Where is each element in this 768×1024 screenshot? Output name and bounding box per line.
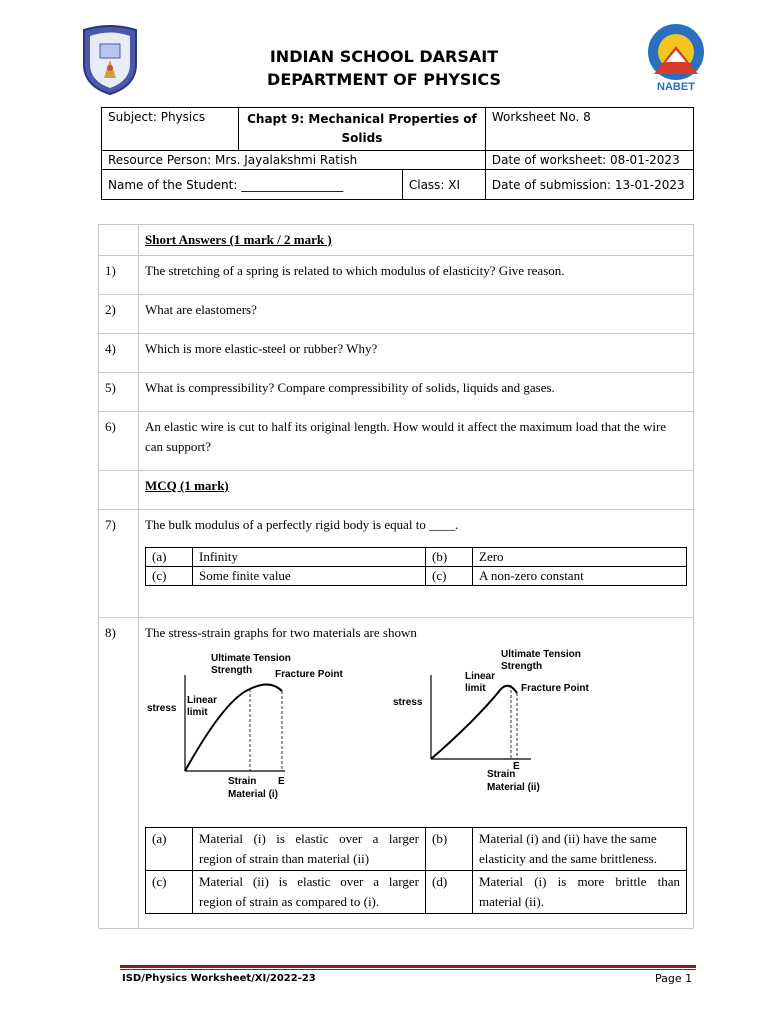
worksheet-info-table [101, 107, 694, 200]
option-text: Material (i) and (ii) have the same [479, 831, 657, 846]
label-stress: stress [147, 703, 177, 714]
question-number: 6) [99, 412, 139, 471]
option-label: (c) [146, 871, 193, 914]
question-number: 2) [99, 295, 139, 334]
student-name-cell: Name of the Student: _________________ [102, 170, 403, 200]
question-row [99, 412, 694, 471]
footer-document-code: ISD/Physics Worksheet/XI/2022-23 [122, 973, 316, 984]
label-fracture-point: Fracture Point [275, 669, 343, 680]
q8-options-table [145, 827, 687, 914]
label-strain: Strain [487, 769, 516, 780]
option-text: elasticity and the same brittleness. [479, 851, 657, 866]
option-label: (a) [146, 828, 193, 871]
label-limit: limit [465, 683, 486, 694]
chapter-cell: Chapt 9: Mechanical Properties of Solids [239, 108, 486, 151]
question-text: The stretching of a spring is related to which modulus of elasticity? Give reason. [139, 256, 694, 295]
option-text: Material (ii) is elastic over a larger [199, 874, 419, 889]
question-text: An elastic wire is cut to half its original length. How would it affect the maximum load that the wire can support? [139, 412, 694, 471]
option-text: region of strain as compared to (i). [199, 894, 380, 909]
option-text: Material (i) is elastic over a larger [199, 831, 419, 846]
question-text: The bulk modulus of a perfectly rigid body is equal to ____. [145, 517, 459, 532]
option-text: Some finite value [193, 567, 426, 586]
date-of-worksheet-cell: Date of worksheet: 08-01-2023 [485, 151, 693, 170]
questions-table [98, 224, 694, 929]
question-text: What are elastomers? [139, 295, 694, 334]
option-label: (b) [426, 828, 473, 871]
label-ultimate: Ultimate Tension [501, 649, 581, 660]
option-text: material (ii). [479, 894, 544, 909]
label-e: E [513, 761, 520, 772]
question-row [99, 256, 694, 295]
nabet-logo-text: NABET [657, 81, 695, 93]
option-text: A non-zero constant [473, 567, 687, 586]
mcq-heading: MCQ (1 mark) [139, 471, 694, 510]
short-answers-heading: Short Answers (1 mark / 2 mark ) [139, 225, 694, 256]
label-material-ii: Material (ii) [487, 782, 540, 793]
question-number: 7) [99, 510, 139, 618]
question-text: The stress-strain graphs for two materials are shown [145, 625, 417, 640]
label-e: E [278, 776, 285, 787]
option-text: Zero [473, 548, 687, 567]
q7-options-table [145, 547, 687, 586]
label-ultimate: Ultimate Tension [211, 653, 291, 664]
question-row [99, 510, 694, 618]
label-material-i: Material (i) [228, 789, 279, 800]
stress-strain-figure [145, 649, 685, 809]
label-strain: Strain [228, 776, 257, 787]
option-label: (d) [426, 871, 473, 914]
question-row [99, 373, 694, 412]
question-text: Which is more elastic-steel or rubber? Why? [139, 334, 694, 373]
label-stress: stress [393, 697, 423, 708]
class-cell: Class: XI [402, 170, 485, 200]
footer-rule-thin [120, 969, 696, 970]
question-number: 5) [99, 373, 139, 412]
option-label: (c) [146, 567, 193, 586]
label-strength: Strength [211, 665, 253, 676]
footer-rule [120, 965, 696, 968]
worksheet-number-cell: Worksheet No. 8 [485, 108, 693, 151]
option-text: Material (i) is more brittle than [479, 874, 680, 889]
question-text: What is compressibility? Compare compressibility of solids, liquids and gases. [139, 373, 694, 412]
graph-material-i [147, 653, 343, 800]
stress-strain-curve [431, 686, 517, 759]
label-fracture-point: Fracture Point [521, 683, 589, 694]
question-number: 1) [99, 256, 139, 295]
stress-strain-graphs [145, 649, 685, 809]
school-name: INDIAN SCHOOL DARSAIT [269, 47, 499, 66]
date-of-submission-cell: Date of submission: 13-01-2023 [485, 170, 693, 200]
page-number: Page 1 [655, 972, 693, 985]
label-linear: Linear [187, 695, 218, 706]
question-row [99, 334, 694, 373]
resource-person-cell: Resource Person: Mrs. Jayalakshmi Ratish [102, 151, 486, 170]
question-row [99, 295, 694, 334]
label-limit: limit [187, 707, 208, 718]
option-label: (a) [146, 548, 193, 567]
label-strength: Strength [501, 661, 543, 672]
quality-school-governance-logo [636, 22, 716, 94]
option-label: (b) [426, 548, 473, 567]
label-linear: Linear [465, 671, 496, 682]
question-number: 8) [99, 618, 139, 929]
option-label: (c) [426, 567, 473, 586]
department-name: DEPARTMENT OF PHYSICS [267, 70, 501, 89]
graph-material-ii [393, 649, 589, 793]
subject-cell: Subject: Physics [102, 108, 239, 151]
question-number: 4) [99, 334, 139, 373]
option-text: Infinity [193, 548, 426, 567]
question-row [99, 618, 694, 929]
option-text: region of strain than material (ii) [199, 851, 370, 866]
